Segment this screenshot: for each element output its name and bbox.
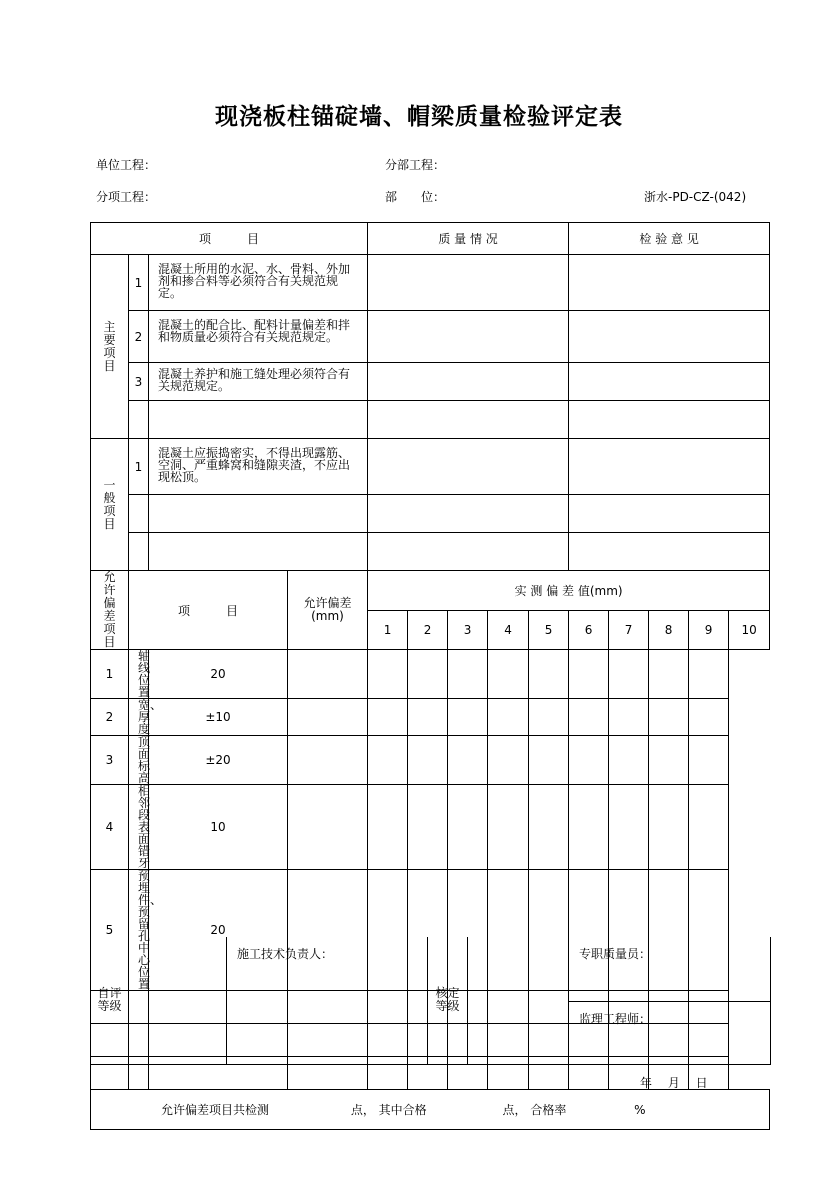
measured-value-cell[interactable] [529, 785, 569, 870]
supervisor-label: 监理工程师： [579, 1011, 652, 1026]
table-row [91, 699, 770, 736]
table-row [91, 439, 770, 495]
measured-value-cell[interactable] [448, 736, 488, 785]
summary-row [91, 1090, 770, 1130]
measurement-column-number: 7 [609, 610, 649, 650]
measured-value-cell[interactable] [689, 699, 729, 736]
measured-value-cell[interactable] [529, 699, 569, 736]
measured-value-cell[interactable] [368, 785, 408, 870]
opinion-cell[interactable] [569, 255, 770, 311]
measurement-column-number: 4 [488, 610, 529, 650]
measured-value-cell[interactable] [288, 785, 368, 870]
item-text: 混凝土的配合比、配料计量偏差和拌和物质量必须符合有关规范规定。 [149, 311, 368, 363]
tolerance-item-header: 项 目 [129, 571, 288, 650]
unit-project-label: 单位工程： [96, 158, 157, 172]
sub-item-project-label: 分项工程： [96, 190, 157, 204]
row-number: 2 [129, 311, 149, 363]
item-text [149, 495, 368, 533]
allowed-deviation-value: ±20 [149, 736, 288, 785]
measured-value-cell[interactable] [488, 736, 529, 785]
tolerance-item-name: 预埋件、预留孔中心位置 [129, 870, 149, 991]
opinion-cell[interactable] [569, 533, 770, 571]
measured-value-cell[interactable] [529, 736, 569, 785]
tolerance-item-name: 顶面标高 [129, 736, 149, 785]
measured-value-cell[interactable] [488, 650, 529, 699]
measured-value-cell[interactable] [689, 736, 729, 785]
verify-grade-cell[interactable] [468, 937, 569, 1064]
measured-value-cell[interactable] [368, 650, 408, 699]
allowed-deviation-header: 允许偏差(mm) [303, 596, 352, 623]
tech-lead-label: 施工技术负责人： [237, 947, 334, 961]
supervisor-cell[interactable] [569, 1001, 771, 1064]
measured-value-cell[interactable] [649, 736, 689, 785]
table-row [91, 495, 770, 533]
measurement-column-number: 3 [448, 610, 488, 650]
measured-value-cell[interactable] [448, 785, 488, 870]
tolerance-item-name: 相邻段表面错牙 [129, 785, 149, 870]
verify-grade-label: 核定等级 [435, 986, 460, 1014]
table-row [91, 255, 770, 311]
quality-cell[interactable] [368, 495, 569, 533]
measured-value-cell[interactable] [649, 650, 689, 699]
measured-value-cell[interactable] [288, 650, 368, 699]
measured-value-cell[interactable] [649, 699, 689, 736]
tolerance-header-row [91, 571, 770, 611]
measurement-column-number: 8 [649, 610, 689, 650]
measured-value-cell[interactable] [368, 699, 408, 736]
measured-value-cell[interactable] [569, 650, 609, 699]
row-number: 2 [91, 699, 129, 736]
quality-officer-cell[interactable] [569, 937, 771, 1001]
measurement-column-number: 5 [529, 610, 569, 650]
measured-value-cell[interactable] [569, 699, 609, 736]
measured-value-cell[interactable] [649, 785, 689, 870]
summary-pass-label: 点， 其中合格 [350, 1103, 427, 1117]
measured-value-cell[interactable] [569, 736, 609, 785]
quality-cell[interactable] [368, 439, 569, 495]
table-row [91, 311, 770, 363]
quality-cell[interactable] [368, 255, 569, 311]
allowed-deviation-value: 10 [149, 785, 288, 870]
measured-value-cell[interactable] [288, 699, 368, 736]
location-label: 部 位： [385, 190, 446, 204]
date-label: 年 月 日 [640, 1076, 708, 1090]
measured-value-cell[interactable] [408, 736, 448, 785]
measured-value-cell[interactable] [448, 699, 488, 736]
summary-percent: % [634, 1103, 646, 1117]
opinion-cell[interactable] [569, 439, 770, 495]
item-text: 混凝土养护和施工缝处理必须符合有关规范规定。 [149, 363, 368, 401]
item-text: 混凝土所用的水泥、水、骨料、外加剂和掺合料等必须符合有关规范规定。 [149, 255, 368, 311]
table-row [91, 650, 770, 699]
table-row [91, 401, 770, 439]
quality-cell[interactable] [368, 533, 569, 571]
measured-value-cell[interactable] [689, 785, 729, 870]
header-quality: 质 量 情 况 [368, 223, 569, 255]
quality-officer-label: 专职质量员： [579, 947, 652, 961]
table-row [91, 363, 770, 401]
measurement-column-number: 1 [368, 610, 408, 650]
row-number [129, 401, 149, 439]
measurement-column-number: 10 [729, 610, 770, 650]
summary-rate-label: 点， 合格率 [502, 1103, 567, 1117]
opinion-cell[interactable] [569, 363, 770, 401]
row-number: 1 [129, 439, 149, 495]
measured-value-cell[interactable] [609, 699, 649, 736]
measured-value-cell[interactable] [408, 699, 448, 736]
item-text [149, 401, 368, 439]
form-title: 现浇板柱锚碇墙、帽梁质量检验评定表 [215, 104, 623, 130]
row-number: 5 [91, 870, 129, 991]
quality-cell[interactable] [368, 401, 569, 439]
tolerance-items-label: 允许偏差项目 [103, 570, 116, 649]
item-text: 混凝土应振捣密实，不得出现露筋、空洞、严重蜂窝和缝隙夹渣，不应出现松顶。 [149, 439, 368, 495]
measured-value-cell[interactable] [609, 785, 649, 870]
row-number: 3 [129, 363, 149, 401]
measured-value-cell[interactable] [609, 650, 649, 699]
measured-value-cell[interactable] [689, 650, 729, 699]
measured-value-cell[interactable] [529, 650, 569, 699]
header-opinion: 检 验 意 见 [569, 223, 770, 255]
table-row [91, 533, 770, 571]
summary-total-label: 允许偏差项目共检测 [161, 1103, 270, 1117]
measured-value-cell[interactable] [448, 650, 488, 699]
division-project-label: 分部工程： [385, 158, 446, 172]
row-number: 3 [91, 736, 129, 785]
quality-cell[interactable] [368, 363, 569, 401]
row-number [129, 495, 149, 533]
allowed-deviation-value: 20 [149, 650, 288, 699]
measurement-column-number: 2 [408, 610, 448, 650]
table-row [91, 785, 770, 870]
tolerance-item-name: 宽、厚度 [129, 699, 149, 736]
measured-value-cell[interactable] [609, 736, 649, 785]
item-text [149, 533, 368, 571]
row-number: 4 [91, 785, 129, 870]
measured-value-cell[interactable] [408, 650, 448, 699]
measured-value-cell[interactable] [488, 699, 529, 736]
general-items-label: 一般项目 [103, 477, 116, 531]
table-row [91, 736, 770, 785]
header-item: 项 目 [91, 223, 368, 255]
allowed-deviation-value: ±10 [149, 699, 288, 736]
measured-deviation-header: 实 测 偏 差 值(mm) [368, 571, 770, 611]
self-grade-label: 自评等级 [97, 986, 122, 1014]
measured-value-cell[interactable] [408, 785, 448, 870]
row-number: 1 [129, 255, 149, 311]
measured-value-cell[interactable] [569, 785, 609, 870]
row-number: 1 [91, 650, 129, 699]
measured-value-cell[interactable] [488, 785, 529, 870]
opinion-cell[interactable] [569, 401, 770, 439]
measured-value-cell[interactable] [288, 736, 368, 785]
allowed-deviation-value: 20 [149, 870, 288, 991]
header-row [91, 223, 770, 255]
self-grade-cell[interactable] [129, 937, 227, 1064]
measurement-column-number: 9 [689, 610, 729, 650]
measured-value-cell[interactable] [368, 736, 408, 785]
measurement-column-number: 6 [569, 610, 609, 650]
signature-table [90, 937, 771, 1065]
row-number [129, 533, 149, 571]
tech-lead-cell[interactable] [227, 937, 428, 1064]
quality-cell[interactable] [368, 311, 569, 363]
opinion-cell[interactable] [569, 495, 770, 533]
opinion-cell[interactable] [569, 311, 770, 363]
tolerance-item-name: 轴线位置 [129, 650, 149, 699]
main-items-label: 主要项目 [103, 319, 116, 373]
form-code: 浙水-PD-CZ-(042) [644, 190, 747, 204]
